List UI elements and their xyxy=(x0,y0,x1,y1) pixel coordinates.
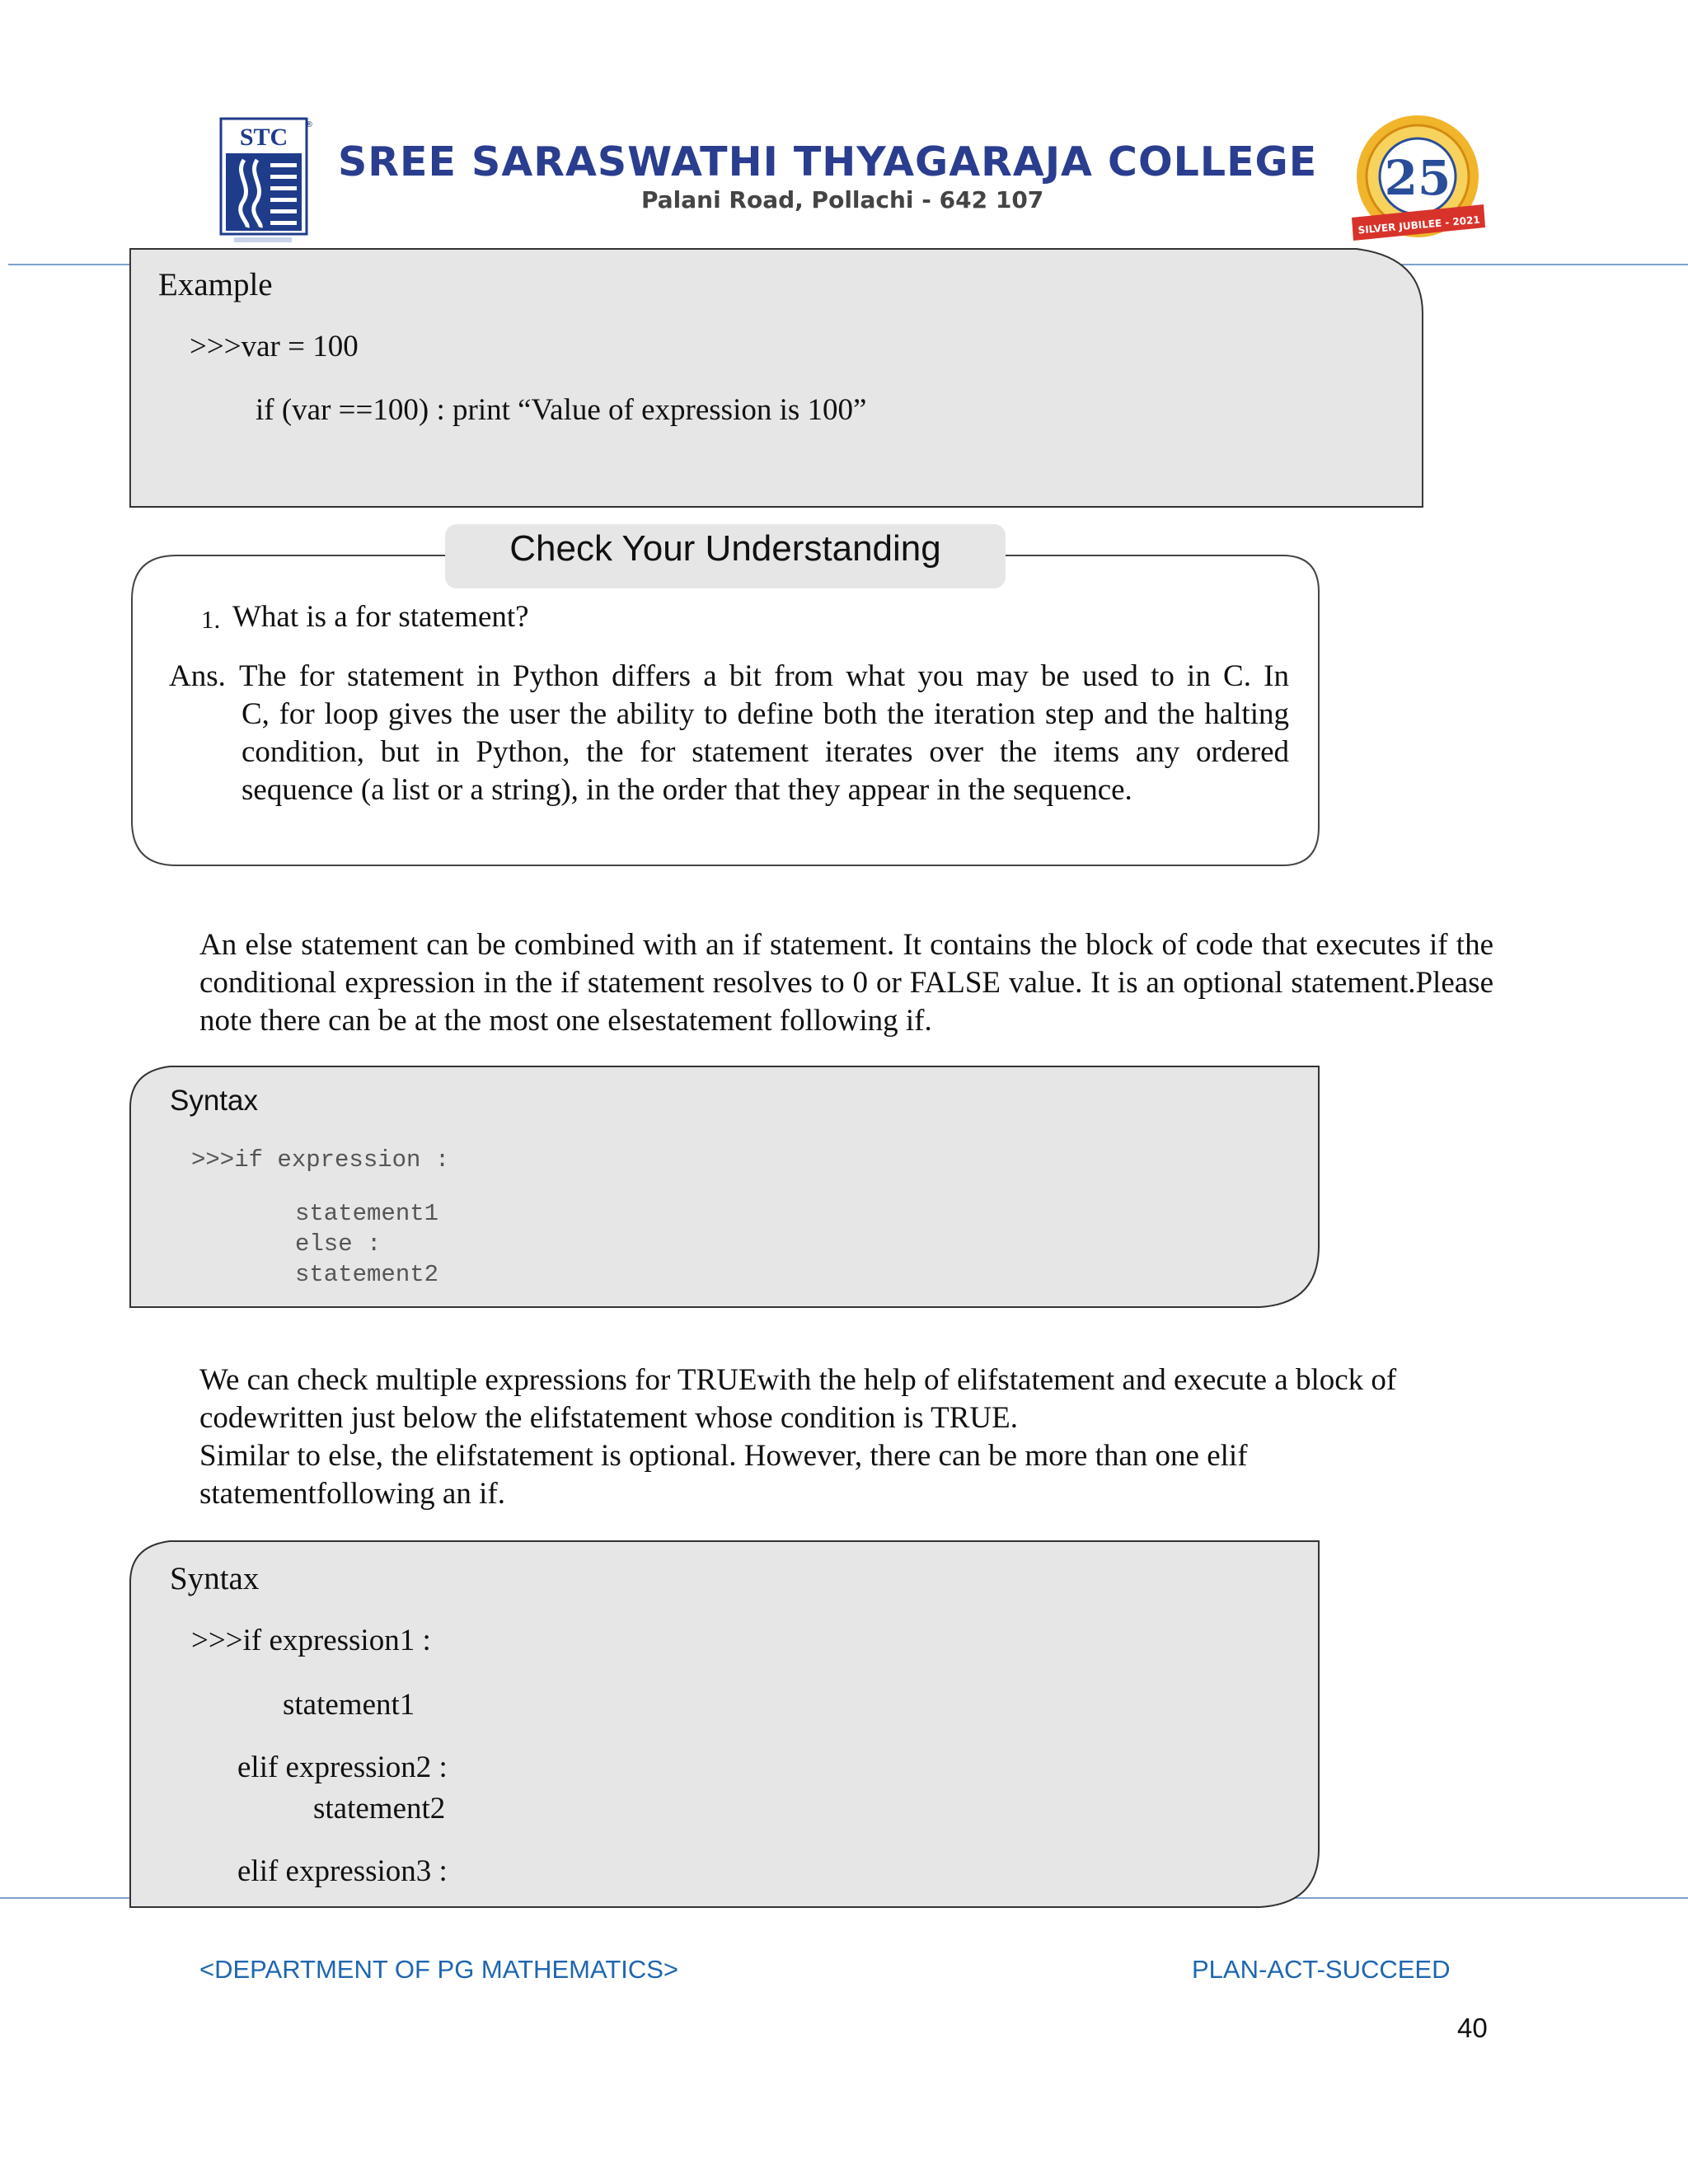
check-understanding-title: Check Your Understanding xyxy=(445,524,1006,588)
else-paragraph-text: An else statement can be combined with an if statement. It contains the block of code that executes if the conditional expression in the if statement resolves to 0 or FALSE value. It is an optional statement.Please note there can be at the most one elsestatement following if. xyxy=(199,928,1493,1038)
syntax-2-line-1: >>>if expression1 : xyxy=(191,1624,431,1657)
page-number: 40 xyxy=(1457,2013,1488,2043)
question-text: What is a for statement? xyxy=(232,600,529,634)
syntax-1-title: Syntax xyxy=(170,1085,258,1117)
header-rule-left xyxy=(8,264,132,265)
example-line-1: >>>var = 100 xyxy=(190,330,359,363)
syntax-1-line-2: statement1 xyxy=(295,1200,439,1227)
example-line-2: if (var ==100) : print “Value of expression is 100” xyxy=(256,393,867,427)
answer-body xyxy=(241,696,1289,809)
else-paragraph xyxy=(199,926,1493,1040)
elif-line-3: Similar to else, the elifstatement is optional. However, there can be more than one elif xyxy=(199,1439,1248,1473)
seal-number: 25 xyxy=(1384,150,1451,206)
answer-rest-text: C, for loop gives the user the ability to define both the iteration step and the halting condition, but in Python, the for statement iterates over the items any ordered sequence (a list or a string), in the order that they appear in the sequence. xyxy=(241,697,1289,807)
seal-ribbon: SILVER JUBILEE - 2021 xyxy=(1357,213,1481,237)
footer-motto: PLAN-ACT-SUCCEED xyxy=(1192,1955,1451,1984)
syntax-1-line-4: statement2 xyxy=(295,1261,439,1288)
syntax-2-line-4: statement2 xyxy=(313,1792,446,1825)
syntax-1-line-3: else : xyxy=(295,1230,382,1258)
syntax-2-line-5: elif expression3 : xyxy=(237,1854,448,1888)
silver-jubilee-seal xyxy=(1345,112,1493,252)
question-number: 1. xyxy=(201,605,221,634)
answer-prefix: Ans. xyxy=(169,659,226,693)
example-title: Example xyxy=(158,267,273,302)
svg-text:®: ® xyxy=(305,120,313,129)
elif-line-1: We can check multiple expressions for TRUEwith the help of elifstatement and execute a block of xyxy=(199,1363,1397,1397)
answer-first-line xyxy=(239,658,1289,696)
syntax-2-line-3: elif expression2 : xyxy=(237,1750,448,1784)
logo-text: STC xyxy=(239,124,288,151)
college-logo xyxy=(219,117,313,249)
answer-first-text: The for statement in Python differs a bit from what you may be used to in C. In xyxy=(239,659,1289,693)
footer-department: <DEPARTMENT OF PG MATHEMATICS> xyxy=(199,1955,679,1984)
elif-line-4: statementfollowing an if. xyxy=(199,1477,505,1511)
college-address: Palani Road, Pollachi - 642 107 xyxy=(641,186,1044,213)
elif-line-2: codewritten just below the elifstatement whose condition is TRUE. xyxy=(199,1401,1018,1435)
syntax-2-line-2: statement1 xyxy=(283,1688,415,1722)
syntax-2-title: Syntax xyxy=(170,1561,260,1596)
college-name: SREE SARASWATHI THYAGARAJA COLLEGE xyxy=(338,138,1318,185)
syntax-1-line-1: >>>if expression : xyxy=(191,1146,450,1174)
example-box-shape xyxy=(129,247,1324,511)
